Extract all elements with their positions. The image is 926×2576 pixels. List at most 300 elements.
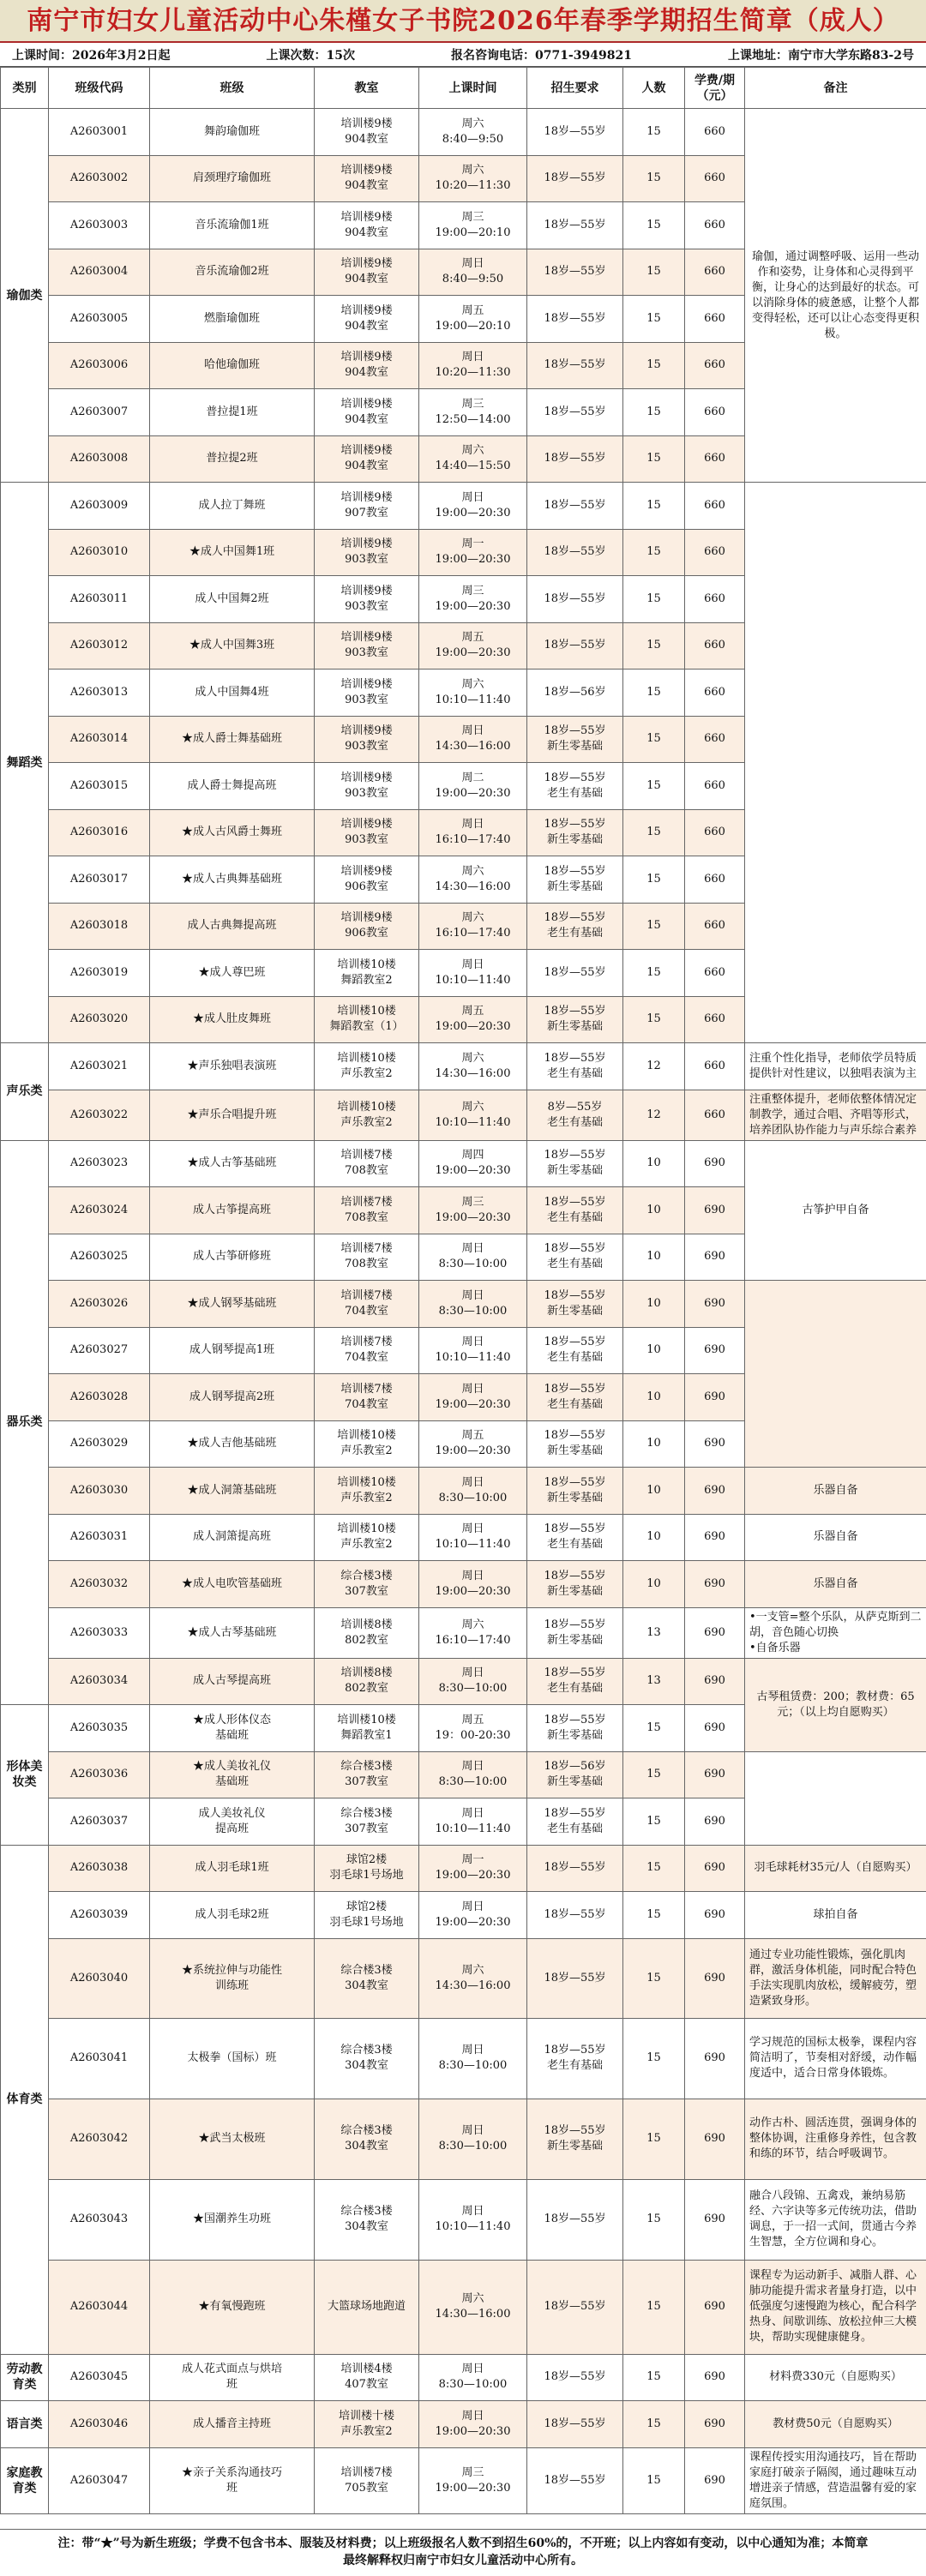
class-code: A2603047 (49, 2447, 150, 2513)
class-code: A2603038 (49, 1845, 150, 1892)
table-row (1, 856, 926, 904)
class-capacity: 13 (623, 1658, 685, 1705)
class-time: 周六 16:10—17:40 (419, 903, 527, 950)
classroom: 培训楼9楼 904教室 (315, 109, 419, 156)
class-time: 周五 19:00—20:30 (419, 996, 527, 1043)
enrollment-requirement: 18岁—55岁 新生零基础 (527, 1468, 623, 1515)
class-capacity: 15 (623, 2401, 685, 2448)
table-row (1, 2447, 926, 2513)
class-time: 周五 19：00-20:30 (419, 1705, 527, 1752)
enrollment-requirement: 18岁—55岁 老生有基础 (527, 903, 623, 950)
class-code: A2603022 (49, 1090, 150, 1140)
tuition-fee: 660 (685, 529, 745, 576)
tuition-fee: 660 (685, 950, 745, 997)
class-name: 成人钢琴提高2班 (150, 1374, 315, 1421)
notes-cell: 教材费50元（自愿购买） (745, 2401, 926, 2448)
class-name: ★成人尊巴班 (150, 950, 315, 997)
table-row (1, 1892, 926, 1939)
class-code: A2603026 (49, 1281, 150, 1328)
tuition-fee: 690 (685, 1607, 745, 1658)
category-cell: 瑜伽类 (1, 109, 49, 483)
class-code: A2603002 (49, 155, 150, 202)
class-name: 成人古筝提高班 (150, 1187, 315, 1234)
class-code: A2603012 (49, 622, 150, 670)
table-row (1, 996, 926, 1043)
class-code: A2603008 (49, 435, 150, 483)
tuition-fee: 690 (685, 2447, 745, 2513)
table-row (1, 1607, 926, 1658)
class-name: ★有氧慢跑班 (150, 2260, 315, 2354)
class-time: 周日 19:00—20:30 (419, 483, 527, 530)
class-name: ★成人中国舞3班 (150, 622, 315, 670)
table-row (1, 1043, 926, 1090)
table-row (1, 1468, 926, 1515)
enrollment-requirement: 18岁—55岁 新生零基础 (527, 809, 623, 856)
class-name: ★成人形体仪态 基础班 (150, 1705, 315, 1752)
class-code: A2603010 (49, 529, 150, 576)
class-time: 周六 16:10—17:40 (419, 1607, 527, 1658)
table-row (1, 716, 926, 763)
notes-cell: 乐器自备 (745, 1561, 926, 1608)
classroom: 综合楼3楼 304教室 (315, 2099, 419, 2179)
class-time: 周六 14:30—16:00 (419, 2260, 527, 2354)
class-capacity: 10 (623, 1468, 685, 1515)
tuition-fee: 690 (685, 1514, 745, 1561)
header-class: 班级 (150, 68, 315, 109)
table-row (1, 1561, 926, 1608)
class-name: ★声乐合唱提升班 (150, 1090, 315, 1140)
enrollment-requirement: 18岁—55岁 新生零基础 (527, 856, 623, 904)
class-name: 音乐流瑜伽1班 (150, 202, 315, 249)
classroom: 培训楼10楼 声乐教室2 (315, 1090, 419, 1140)
class-name: 成人羽毛球1班 (150, 1845, 315, 1892)
header-category: 类别 (1, 68, 49, 109)
notes-cell (745, 1281, 926, 1468)
classroom: 培训楼7楼 704教室 (315, 1327, 419, 1374)
class-name: 成人中国舞4班 (150, 670, 315, 717)
class-capacity: 10 (623, 1187, 685, 1234)
notes-cell: 羽毛球耗材35元/人（自愿购买） (745, 1845, 926, 1892)
header-room: 教室 (315, 68, 419, 109)
class-capacity: 10 (623, 1327, 685, 1374)
class-time: 周日 19:00—20:30 (419, 1561, 527, 1608)
classroom: 培训楼9楼 903教室 (315, 809, 419, 856)
class-code: A2603005 (49, 296, 150, 343)
class-code: A2603018 (49, 903, 150, 950)
class-name: ★亲子关系沟通技巧 班 (150, 2447, 315, 2513)
class-capacity: 15 (623, 342, 685, 389)
footer-note (0, 2529, 926, 2576)
enrollment-requirement: 18岁—56岁 新生零基础 (527, 1751, 623, 1798)
enrollment-requirement: 8岁—55岁 老生有基础 (527, 1090, 623, 1140)
enrollment-requirement: 18岁—55岁 老生有基础 (527, 1374, 623, 1421)
enrollment-requirement: 18岁—55岁 老生有基础 (527, 1658, 623, 1705)
class-time: 周六 14:30—16:00 (419, 856, 527, 904)
classroom: 培训楼7楼 708教室 (315, 1187, 419, 1234)
classroom: 培训楼9楼 906教室 (315, 856, 419, 904)
table-row (1, 1938, 926, 2018)
tuition-fee: 690 (685, 1327, 745, 1374)
enrollment-requirement: 18岁—55岁 新生零基础 (527, 1705, 623, 1752)
class-code: A2603036 (49, 1751, 150, 1798)
table-row (1, 2401, 926, 2448)
table-row (1, 529, 926, 576)
notes-cell: •一支管=整个乐队，从萨克斯到二胡，音色随心切换 •自备乐器 (745, 1607, 926, 1658)
class-name: ★声乐独唱表演班 (150, 1043, 315, 1090)
class-time: 周六 14:30—16:00 (419, 1938, 527, 2018)
class-code: A2603013 (49, 670, 150, 717)
class-code: A2603025 (49, 1234, 150, 1281)
notes-cell: 瑜伽，通过调整呼吸、运用一些动作和姿势，让身体和心灵得到平衡，让身心的达到最好的状态。可以消除身体的疲惫感，让整个人都变得轻松，还可以让心态变得更积极。 (745, 109, 926, 483)
footer-line-1: 注：带“★”号为新生班级；学费不包含书本、服装及材料费；以上班级报名人数不到招生60%的，不开班；以上内容如有变动，以中心通知为准；本简章 (57, 2537, 869, 2550)
enrollment-requirement: 18岁—55岁 (527, 2179, 623, 2260)
enrollment-requirement: 18岁—55岁 新生零基础 (527, 1561, 623, 1608)
enrollment-requirement: 18岁—55岁 (527, 342, 623, 389)
notes-cell: 注重整体提升，老师依整体情况定制教学，通过合唱、齐唱等形式，培养团队协作能力与声乐综合素养 (745, 1090, 926, 1140)
table-row (1, 1514, 926, 1561)
table-row (1, 1845, 926, 1892)
enrollment-requirement: 18岁—55岁 (527, 950, 623, 997)
class-name: ★成人美妆礼仪 基础班 (150, 1751, 315, 1798)
class-time: 周日 10:10—11:40 (419, 1327, 527, 1374)
class-code: A2603014 (49, 716, 150, 763)
table-row (1, 2354, 926, 2401)
notes-cell: 材料费330元（自愿购买） (745, 2354, 926, 2401)
class-time: 周一 19:00—20:30 (419, 529, 527, 576)
tuition-fee: 690 (685, 1420, 745, 1468)
class-capacity: 15 (623, 1705, 685, 1752)
class-name: ★系统拉伸与功能性 训练班 (150, 1938, 315, 2018)
class-name: ★成人古典舞基础班 (150, 856, 315, 904)
class-code: A2603007 (49, 389, 150, 436)
class-code: A2603023 (49, 1140, 150, 1187)
tuition-fee: 660 (685, 996, 745, 1043)
class-capacity: 12 (623, 1090, 685, 1140)
notes-cell: 动作古朴、圆活连贯，强调身体的整体协调，注重修身养性，包含教和练的环节，结合呼吸调节。 (745, 2099, 926, 2179)
start-date: 上课时间：2026年3月2日起 (12, 48, 171, 63)
class-time: 周二 19:00—20:30 (419, 763, 527, 810)
enrollment-requirement: 18岁—55岁 (527, 529, 623, 576)
category-cell: 形体美妆类 (1, 1705, 49, 1846)
tuition-fee: 660 (685, 155, 745, 202)
class-time: 周日 8:30—10:00 (419, 2354, 527, 2401)
classroom: 培训楼7楼 704教室 (315, 1374, 419, 1421)
class-code: A2603016 (49, 809, 150, 856)
classroom: 综合楼3楼 304教室 (315, 2179, 419, 2260)
classroom: 培训楼9楼 906教室 (315, 903, 419, 950)
table-row (1, 2179, 926, 2260)
class-time: 周日 10:20—11:30 (419, 342, 527, 389)
class-code: A2603029 (49, 1420, 150, 1468)
classroom: 培训楼9楼 903教室 (315, 576, 419, 623)
category-cell: 器乐类 (1, 1140, 49, 1705)
class-name: ★成人中国舞1班 (150, 529, 315, 576)
classroom: 培训楼7楼 704教室 (315, 1281, 419, 1328)
header-code: 班级代码 (49, 68, 150, 109)
tuition-fee: 660 (685, 249, 745, 296)
class-code: A2603017 (49, 856, 150, 904)
class-time: 周日 10:10—11:40 (419, 1514, 527, 1561)
class-name: 成人美妆礼仪 提高班 (150, 1798, 315, 1846)
enrollment-requirement: 18岁—55岁 (527, 296, 623, 343)
class-capacity: 10 (623, 1140, 685, 1187)
class-capacity: 15 (623, 622, 685, 670)
class-time: 周日 10:10—11:40 (419, 950, 527, 997)
class-code: A2603024 (49, 1187, 150, 1234)
class-code: A2603015 (49, 763, 150, 810)
notes-cell: 古琴租赁费：200；教材费：65元；（以上均自愿购买） (745, 1658, 926, 1751)
notes-cell: 课程专为运动新手、减脂人群、心肺功能提升需求者量身打造，以中低强度匀速慢跑为核心，配合科学热身、间歇训练、放松拉伸三大模块，帮助实现健康健身。 (745, 2260, 926, 2354)
class-time: 周六 14:30—16:00 (419, 1043, 527, 1090)
enrollment-requirement: 18岁—55岁 老生有基础 (527, 2018, 623, 2099)
class-time: 周四 19:00—20:30 (419, 1140, 527, 1187)
header-time: 上课时间 (419, 68, 527, 109)
class-capacity: 15 (623, 2018, 685, 2099)
notes-cell: 古筝护甲自备 (745, 1140, 926, 1281)
address: 上课地址：南宁市大学东路83-2号 (727, 48, 914, 63)
class-capacity: 15 (623, 483, 685, 530)
tuition-fee: 690 (685, 1705, 745, 1752)
class-capacity: 10 (623, 1374, 685, 1421)
table-row (1, 109, 926, 156)
class-code: A2603043 (49, 2179, 150, 2260)
enrollment-requirement: 18岁—55岁 (527, 1892, 623, 1939)
class-capacity: 15 (623, 1845, 685, 1892)
class-time: 周日 8:30—10:00 (419, 1658, 527, 1705)
tuition-fee: 690 (685, 2099, 745, 2179)
class-capacity: 15 (623, 529, 685, 576)
enrollment-requirement: 18岁—55岁 (527, 389, 623, 436)
class-capacity: 15 (623, 2260, 685, 2354)
class-capacity: 10 (623, 1234, 685, 1281)
category-cell: 劳动教育类 (1, 2354, 49, 2401)
classroom: 培训楼10楼 舞蹈教室（1） (315, 996, 419, 1043)
class-name: ★成人古琴基础班 (150, 1607, 315, 1658)
classroom: 培训楼7楼 708教室 (315, 1140, 419, 1187)
class-time: 周五 19:00—20:10 (419, 296, 527, 343)
class-name: ★成人钢琴基础班 (150, 1281, 315, 1328)
enrollment-requirement: 18岁—55岁 (527, 109, 623, 156)
enrollment-requirement: 18岁—55岁 (527, 2260, 623, 2354)
table-row (1, 622, 926, 670)
class-name: 成人洞箫提高班 (150, 1514, 315, 1561)
tuition-fee: 690 (685, 1658, 745, 1705)
classroom: 综合楼3楼 307教室 (315, 1561, 419, 1608)
class-time: 周日 19:00—20:30 (419, 1892, 527, 1939)
class-name: 肩颈理疗瑜伽班 (150, 155, 315, 202)
classroom: 培训楼8楼 802教室 (315, 1607, 419, 1658)
classroom: 培训楼9楼 903教室 (315, 529, 419, 576)
enrollment-requirement: 18岁—55岁 老生有基础 (527, 1327, 623, 1374)
table-row (1, 1281, 926, 1328)
classroom: 培训楼9楼 904教室 (315, 435, 419, 483)
table-row (1, 2018, 926, 2099)
classroom: 培训楼9楼 904教室 (315, 249, 419, 296)
class-name: 哈他瑜伽班 (150, 342, 315, 389)
category-cell: 声乐类 (1, 1043, 49, 1141)
classroom: 培训楼9楼 907教室 (315, 483, 419, 530)
class-code: A2603030 (49, 1468, 150, 1515)
tuition-fee: 660 (685, 903, 745, 950)
class-name: ★成人爵士舞基础班 (150, 716, 315, 763)
tuition-fee: 660 (685, 296, 745, 343)
classroom: 培训楼10楼 舞蹈教室1 (315, 1705, 419, 1752)
class-code: A2603021 (49, 1043, 150, 1090)
enrollment-requirement: 18岁—55岁 新生零基础 (527, 716, 623, 763)
category-cell: 家庭教育类 (1, 2447, 49, 2513)
class-capacity: 13 (623, 1607, 685, 1658)
tuition-fee: 660 (685, 622, 745, 670)
class-name: 普拉提2班 (150, 435, 315, 483)
class-time: 周日 16:10—17:40 (419, 809, 527, 856)
class-capacity: 15 (623, 576, 685, 623)
tuition-fee: 690 (685, 1374, 745, 1421)
enrollment-requirement: 18岁—55岁 老生有基础 (527, 1043, 623, 1090)
class-capacity: 10 (623, 1420, 685, 1468)
classroom: 培训楼8楼 802教室 (315, 1658, 419, 1705)
class-code: A2603001 (49, 109, 150, 156)
tuition-fee: 690 (685, 2354, 745, 2401)
classroom: 培训楼9楼 904教室 (315, 155, 419, 202)
class-name: 成人花式面点与烘培 班 (150, 2354, 315, 2401)
tuition-fee: 690 (685, 2401, 745, 2448)
enrollment-requirement: 18岁—55岁 (527, 483, 623, 530)
table-row (1, 950, 926, 997)
enrollment-requirement: 18岁—55岁 (527, 249, 623, 296)
enrollment-requirement: 18岁—55岁 新生零基础 (527, 1140, 623, 1187)
classroom: 培训楼10楼 声乐教室2 (315, 1420, 419, 1468)
header-notes: 备注 (745, 68, 926, 109)
header-requirement: 招生要求 (527, 68, 623, 109)
class-capacity: 15 (623, 435, 685, 483)
table-row (1, 1658, 926, 1705)
class-name: 成人羽毛球2班 (150, 1892, 315, 1939)
enrollment-requirement: 18岁—55岁 新生零基础 (527, 2099, 623, 2179)
tuition-fee: 660 (685, 109, 745, 156)
class-capacity: 15 (623, 903, 685, 950)
class-time: 周三 19:00—20:30 (419, 576, 527, 623)
tuition-fee: 690 (685, 1234, 745, 1281)
class-time: 周日 8:30—10:00 (419, 2018, 527, 2099)
table-body (1, 109, 926, 2514)
table-row (1, 903, 926, 950)
header-capacity: 人数 (623, 68, 685, 109)
class-time: 周日 8:40—9:50 (419, 249, 527, 296)
table-row (1, 809, 926, 856)
header-fee: 学费/期（元） (685, 68, 745, 109)
tuition-fee: 660 (685, 809, 745, 856)
class-capacity: 15 (623, 716, 685, 763)
notes-cell: 课程传授实用沟通技巧，旨在帮助家庭打破亲子隔阂，通过趣味互动增进亲子情感，营造温馨有爱的家庭氛围。 (745, 2447, 926, 2513)
class-time: 周三 19:00—20:30 (419, 1187, 527, 1234)
phone-number: 报名咨询电话：0771-3949821 (450, 48, 632, 63)
class-code: A2603033 (49, 1607, 150, 1658)
class-capacity: 15 (623, 109, 685, 156)
category-cell: 舞蹈类 (1, 483, 49, 1043)
enrollment-requirement: 18岁—56岁 (527, 670, 623, 717)
notes-cell: 球拍自备 (745, 1892, 926, 1939)
class-code: A2603044 (49, 2260, 150, 2354)
class-name: 成人钢琴提高1班 (150, 1327, 315, 1374)
class-time: 周三 12:50—14:00 (419, 389, 527, 436)
class-name: 成人播音主持班 (150, 2401, 315, 2448)
class-capacity: 15 (623, 1892, 685, 1939)
table-row (1, 2260, 926, 2354)
class-capacity: 15 (623, 2447, 685, 2513)
tuition-fee: 690 (685, 1468, 745, 1515)
classroom: 培训楼9楼 904教室 (315, 342, 419, 389)
tuition-fee: 660 (685, 576, 745, 623)
class-time: 周三 19:00—20:10 (419, 202, 527, 249)
class-code: A2603019 (49, 950, 150, 997)
category-cell: 语言类 (1, 2401, 49, 2448)
class-code: A2603031 (49, 1514, 150, 1561)
class-name: 成人爵士舞提高班 (150, 763, 315, 810)
class-code: A2603045 (49, 2354, 150, 2401)
class-capacity: 15 (623, 950, 685, 997)
classroom: 综合楼3楼 304教室 (315, 2018, 419, 2099)
enrollment-requirement: 18岁—55岁 新生零基础 (527, 996, 623, 1043)
class-capacity: 15 (623, 249, 685, 296)
tuition-fee: 660 (685, 716, 745, 763)
classroom: 综合楼3楼 307教室 (315, 1751, 419, 1798)
class-capacity: 15 (623, 670, 685, 717)
class-name: ★成人洞箫基础班 (150, 1468, 315, 1515)
class-code: A2603034 (49, 1658, 150, 1705)
class-name: ★成人电吹管基础班 (150, 1561, 315, 1608)
tuition-fee: 660 (685, 670, 745, 717)
table-row (1, 576, 926, 623)
class-capacity: 15 (623, 1798, 685, 1846)
enrollment-requirement: 18岁—55岁 (527, 1845, 623, 1892)
class-capacity: 15 (623, 155, 685, 202)
tuition-fee: 660 (685, 435, 745, 483)
tuition-fee: 690 (685, 1845, 745, 1892)
classroom: 球馆2楼 羽毛球1号场地 (315, 1892, 419, 1939)
class-code: A2603020 (49, 996, 150, 1043)
enrollment-requirement: 18岁—55岁 新生零基础 (527, 1420, 623, 1468)
tuition-fee: 690 (685, 1140, 745, 1187)
class-name: 成人中国舞2班 (150, 576, 315, 623)
class-time: 周六 10:20—11:30 (419, 155, 527, 202)
class-time: 周六 10:10—11:40 (419, 1090, 527, 1140)
enrollment-requirement: 18岁—55岁 老生有基础 (527, 1187, 623, 1234)
enrollment-requirement: 18岁—55岁 (527, 155, 623, 202)
category-cell: 体育类 (1, 1845, 49, 2354)
class-time: 周日 10:10—11:40 (419, 1798, 527, 1846)
enrollment-requirement: 18岁—55岁 (527, 435, 623, 483)
enrollment-requirement: 18岁—55岁 新生零基础 (527, 1281, 623, 1328)
classroom: 培训楼10楼 声乐教室2 (315, 1468, 419, 1515)
enrollment-requirement: 18岁—55岁 (527, 202, 623, 249)
class-capacity: 15 (623, 809, 685, 856)
enrollment-requirement: 18岁—55岁 新生零基础 (527, 1607, 623, 1658)
enrollment-requirement: 18岁—55岁 (527, 2447, 623, 2513)
enrollment-requirement: 18岁—55岁 老生有基础 (527, 763, 623, 810)
classroom: 培训楼7楼 708教室 (315, 1234, 419, 1281)
tuition-fee: 690 (685, 1938, 745, 2018)
tuition-fee: 660 (685, 389, 745, 436)
class-capacity: 10 (623, 1561, 685, 1608)
class-name: 成人拉丁舞班 (150, 483, 315, 530)
class-code: A2603040 (49, 1938, 150, 2018)
tuition-fee: 660 (685, 1043, 745, 1090)
page-title: 南宁市妇女儿童活动中心朱槿女子书院2026年春季学期招生简章（成人） (0, 0, 926, 43)
tuition-fee: 660 (685, 763, 745, 810)
class-capacity: 15 (623, 2354, 685, 2401)
classroom: 培训楼4楼 407教室 (315, 2354, 419, 2401)
class-capacity: 15 (623, 856, 685, 904)
